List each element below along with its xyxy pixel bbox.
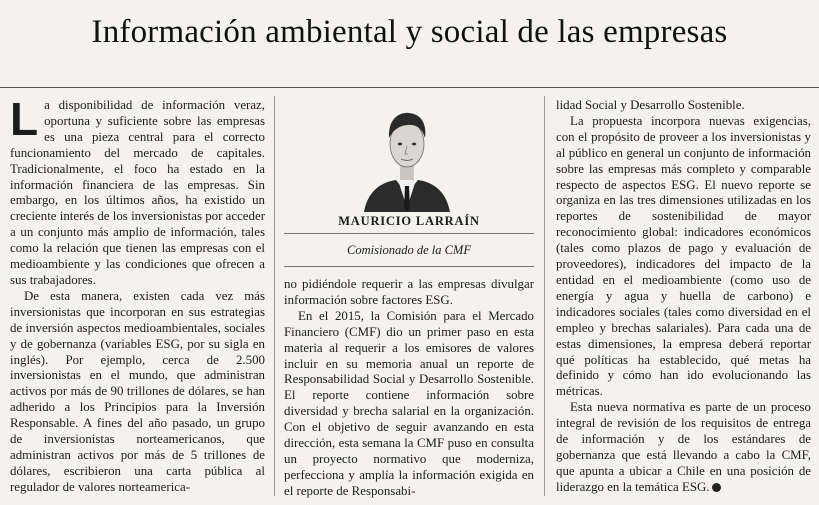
column-2	[284, 277, 534, 500]
end-of-article-icon	[712, 483, 721, 492]
column-1-paragraph-2: De esta manera, existen cada vez más inversionistas que incorporan en sus estrategias de inversión aspectos medioambientales, sociales y de gobernanza (variables ESG, por su sigla en inglés). Por ejemplo, cerca de 2.500 inversionistas en el mundo, que administran activos por más de 90 trillones de dólares, se han adherido a los Principios para la Inversión Responsable. A fines del año pasado, un grupo de inversionistas norteamericanos, que administran activos por más de 5 trillones de dólares, escribieron una carta pública al regulador de valores norteamerica-	[10, 288, 265, 494]
column-3-paragraph-3: Esta nueva normativa es parte de un proceso integral de revisión de los requisitos de entrega de información y de los estándares de gobernanza que está llevando a cabo la CMF, que apunta a ubicar a Chile en una posición de liderazgo en la temática ESG.	[556, 400, 811, 494]
author-name-rule	[284, 233, 534, 234]
column-divider-2	[544, 96, 545, 496]
column-2-paragraph-1: no pidiéndole requerir a las empresas divulgar información sobre factores ESG.	[284, 277, 534, 307]
author-box-bottom-rule	[284, 266, 534, 267]
column-2-paragraph-2: En el 2015, la Comisión para el Mercado Financiero (CMF) dio un primer paso en esta materia al requerir a los emisores de valores incluir en su memoria anual un reporte de Responsabilidad Social y Desarrollo Sostenible. El reporte contiene información sobre diversidad y brecha salarial en la organización. Con el objetivo de seguir avanzando en esta dirección, esta semana la CMF puso en consulta un proyecto normativo que moderniza, perfecciona y amplía la información exigida en el reporte de Responsabi-	[284, 308, 534, 498]
column-3-paragraph-2: La propuesta incorpora nuevas exigencias, con el propósito de proveer a los inversionistas y al público en general un conjunto de información sobre las empresas más completo y comparable respecto de aspectos ESG. El nuevo reporte se organiza en las tres dimensiones utilizadas en los reportes de sostenibilidad de mayor reconocimiento global: indicadores económicos (tales como plazos de pago y evaluación de proveedores), indicadores del impacto de la entidad en el medioambiente (como uso de energía y agua y huella de carbono) e indicadores sociales (tales como diversidad en el empleo y brechas salariales). Para cada una de estas dimensiones, la empresa deberá reportar qué políticas ha establecido, qué metas ha definido y cómo han ido evolucionando las métricas.	[556, 113, 811, 399]
headline: Información ambiental y social de las empresas	[91, 14, 728, 50]
column-3-paragraph-1: lidad Social y Desarrollo Sostenible.	[556, 98, 745, 112]
author-portrait	[362, 104, 452, 212]
top-rule	[0, 87, 819, 88]
author-role: Comisionado de la CMF	[347, 243, 471, 257]
column-3	[556, 98, 811, 496]
column-1-paragraph-1: La disponibilidad de información veraz, oportuna y suficiente sobre las empresas es una pieza central para el correcto funcionamiento del mercado de capitales. Tradicionalmente, el foco ha estado en la información financiera de las empresas. Sin embargo, en los últimos años, ha existido un creciente interés de los inversionistas por acceder a un conjunto más amplio de información, tales como la relación que tienen las empresas con el medioambiente y las condiciones que ofrecen a sus trabajadores.	[10, 93, 265, 287]
column-divider-1	[274, 96, 275, 496]
column-1	[10, 93, 265, 496]
dropcap: L	[10, 93, 39, 145]
author-name: MAURICIO LARRAÍN	[338, 214, 480, 228]
